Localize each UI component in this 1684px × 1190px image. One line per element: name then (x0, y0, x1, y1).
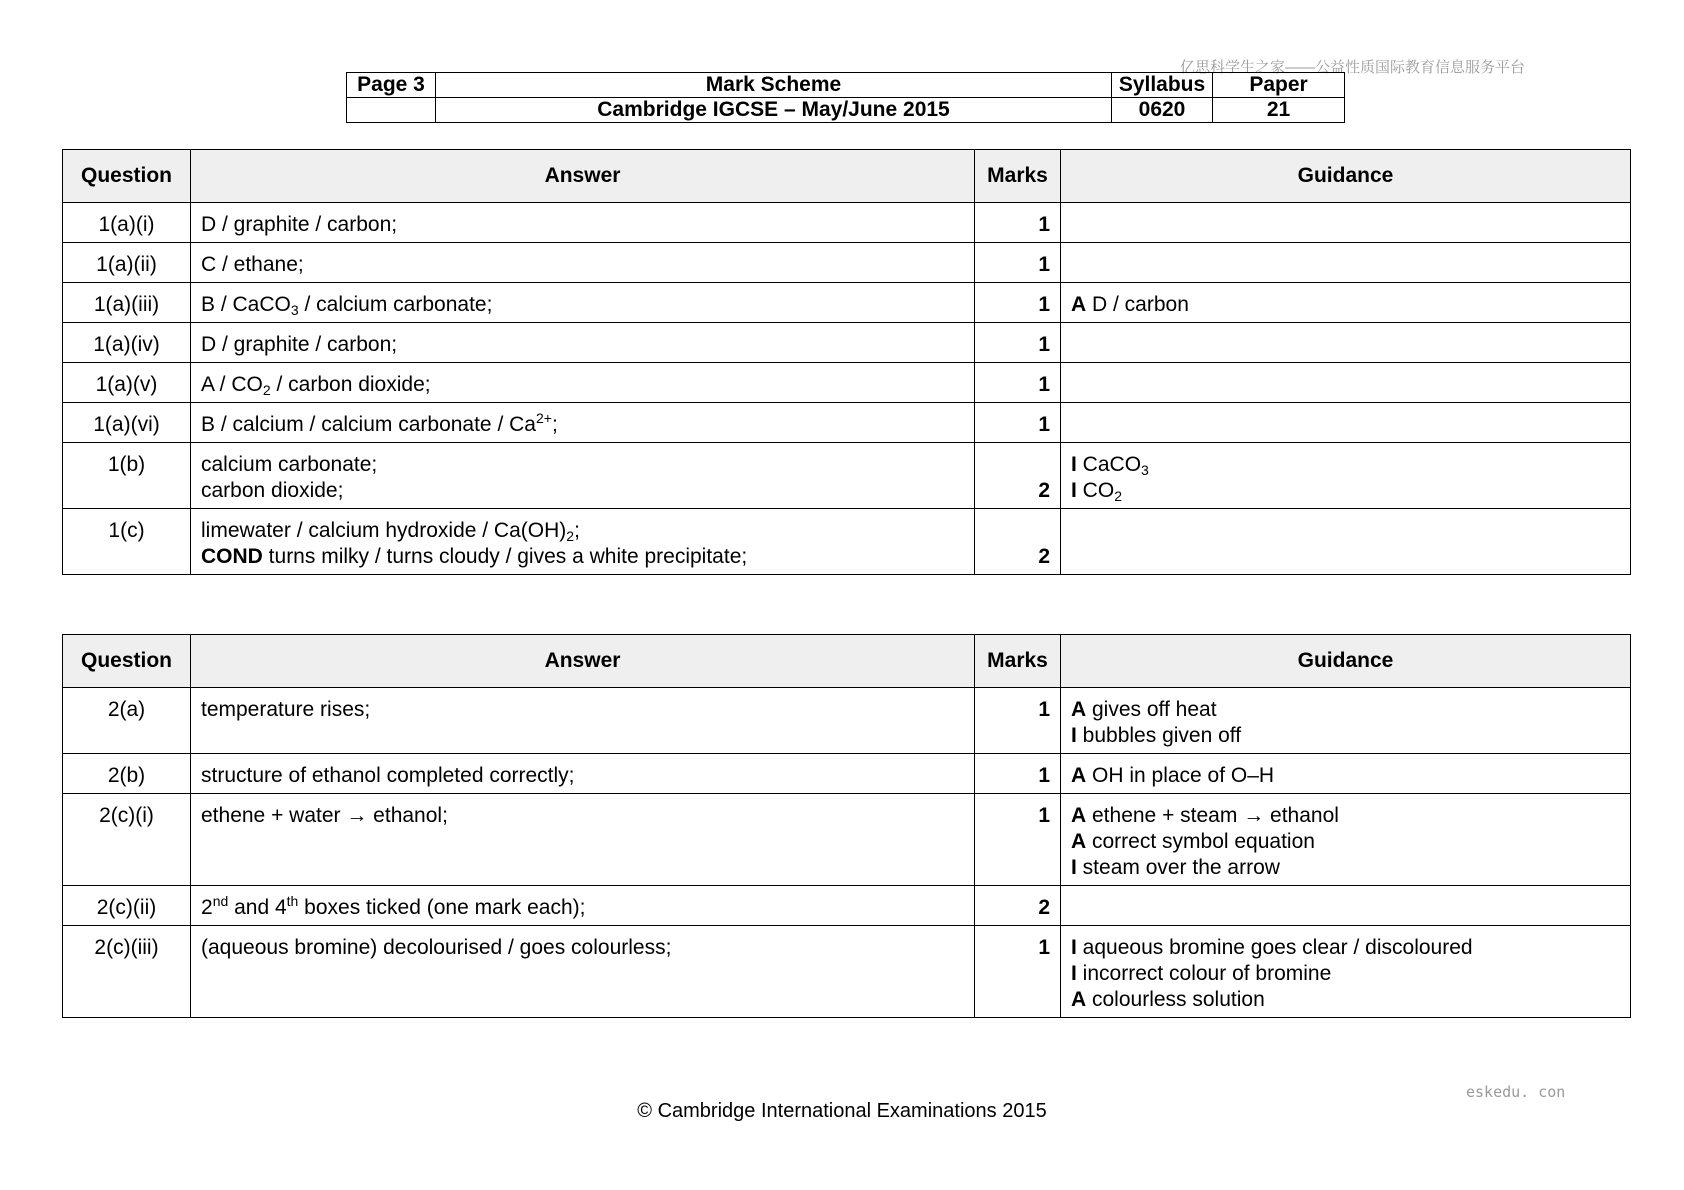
guidance-line (1071, 829, 1620, 855)
column-header-answer: Answer (191, 635, 975, 688)
guidance-code: A (1071, 830, 1087, 853)
table-row (63, 363, 1631, 403)
page-header-table (346, 72, 1345, 123)
answer-part: 2 (201, 896, 213, 919)
answer-part: A / CO (201, 373, 263, 396)
marks-value: 1 (975, 323, 1061, 363)
guidance-text (1061, 794, 1631, 886)
column-header-marks: Marks (975, 635, 1061, 688)
copyright-footer: © Cambridge International Examinations 2015 (637, 1100, 1047, 1122)
guidance-part: bubbles given off (1076, 724, 1242, 747)
table-header-row (63, 150, 1631, 203)
table-row (63, 886, 1631, 926)
table-row (63, 754, 1631, 794)
superscript: th (286, 893, 299, 909)
answer-line (201, 544, 964, 570)
marks-value: 1 (975, 283, 1061, 323)
question-number: 2(c)(i) (63, 794, 191, 886)
guidance-part: CO (1076, 479, 1115, 502)
syllabus-label: Syllabus (1112, 73, 1213, 98)
guidance-part: OH in place of O–H (1086, 764, 1275, 787)
question-number: 1(a)(v) (63, 363, 191, 403)
marks-value: 1 (975, 243, 1061, 283)
question-number: 1(b) (63, 443, 191, 509)
answer-text: D / graphite / carbon; (191, 203, 975, 243)
table-row (63, 794, 1631, 886)
answer-part: boxes ticked (one mark each); (298, 896, 586, 919)
guidance-text (1061, 323, 1631, 363)
guidance-text (1061, 886, 1631, 926)
answer-keyword: COND (201, 545, 263, 568)
answer-part: ; (574, 519, 580, 542)
superscript: nd (212, 893, 229, 909)
answer-text (191, 443, 975, 509)
superscript: 2+ (535, 410, 552, 426)
guidance-line (1071, 987, 1620, 1013)
document-title: Mark Scheme (436, 73, 1112, 98)
answer-part: B / calcium / calcium carbonate / Ca (201, 413, 536, 436)
answer-line: calcium carbonate; (201, 453, 378, 476)
question-number: 2(b) (63, 754, 191, 794)
guidance-text (1061, 688, 1631, 754)
answer-part: B / CaCO (201, 293, 291, 316)
answer-part: limewater / calcium hydroxide / Ca(OH) (201, 519, 567, 542)
paper-number: 21 (1213, 98, 1345, 123)
answer-text (191, 363, 975, 403)
answer-text (191, 886, 975, 926)
marks-value: 1 (975, 688, 1061, 754)
table-row (63, 323, 1631, 363)
table-row (63, 203, 1631, 243)
question-number: 1(a)(iii) (63, 283, 191, 323)
question-number: 1(c) (63, 509, 191, 575)
watermark-text-bottom: eskedu. con (1466, 1083, 1566, 1101)
subscript: 2 (262, 382, 271, 398)
marks-value: 1 (975, 926, 1061, 1018)
answer-text: temperature rises; (191, 688, 975, 754)
answer-line (201, 518, 964, 544)
answer-text (191, 509, 975, 575)
marks-value: 1 (975, 363, 1061, 403)
subscript: 2 (566, 528, 575, 544)
guidance-code: A (1071, 293, 1087, 316)
question-number: 1(a)(iv) (63, 323, 191, 363)
answer-part: ; (551, 413, 558, 436)
marks-value: 2 (975, 886, 1061, 926)
guidance-part: correct symbol equation (1086, 830, 1315, 853)
guidance-line (1071, 763, 1620, 789)
marks-value: 1 (975, 754, 1061, 794)
guidance-code: I (1071, 936, 1077, 959)
guidance-text (1061, 283, 1631, 323)
guidance-code: A (1071, 764, 1087, 787)
page-number: Page 3 (347, 73, 436, 98)
marks-value: 1 (975, 794, 1061, 886)
paper-label: Paper (1213, 73, 1345, 98)
guidance-text (1061, 203, 1631, 243)
guidance-part: CaCO (1076, 453, 1142, 476)
guidance-text (1061, 926, 1631, 1018)
subscript: 2 (1114, 488, 1122, 504)
column-header-guidance: Guidance (1061, 635, 1631, 688)
column-header-marks: Marks (975, 150, 1061, 203)
guidance-text (1061, 403, 1631, 443)
guidance-code: A (1071, 698, 1087, 721)
guidance-line (1071, 935, 1620, 961)
mark-scheme-table-2 (62, 634, 1631, 1018)
guidance-line (1071, 478, 1620, 504)
answer-text: ethene + water → ethanol; (191, 794, 975, 886)
guidance-code: A (1071, 804, 1087, 827)
guidance-part: colourless solution (1086, 988, 1265, 1011)
answer-part: / calcium carbonate; (298, 293, 493, 316)
column-header-answer: Answer (191, 150, 975, 203)
guidance-code: I (1071, 856, 1077, 879)
header-empty-cell (347, 98, 436, 123)
subscript: 3 (290, 302, 299, 318)
subscript: 3 (1141, 462, 1149, 478)
table-row (63, 243, 1631, 283)
answer-text: C / ethane; (191, 243, 975, 283)
guidance-line (1071, 452, 1620, 478)
guidance-line (1071, 803, 1620, 829)
table-row (63, 688, 1631, 754)
answer-text (191, 403, 975, 443)
guidance-code: I (1071, 479, 1077, 502)
syllabus-code: 0620 (1112, 98, 1213, 123)
answer-text: (aqueous bromine) decolourised / goes colourless; (191, 926, 975, 1018)
answer-text (191, 283, 975, 323)
guidance-text (1061, 363, 1631, 403)
marks-value: 2 (975, 443, 1061, 509)
guidance-part: steam over the arrow (1076, 856, 1280, 879)
answer-part: / carbon dioxide; (270, 373, 431, 396)
guidance-part: D / carbon (1086, 293, 1189, 316)
question-number: 2(c)(iii) (63, 926, 191, 1018)
question-number: 1(a)(vi) (63, 403, 191, 443)
guidance-part: ethene + steam → ethanol (1086, 804, 1339, 827)
document-subtitle: Cambridge IGCSE – May/June 2015 (436, 98, 1112, 123)
answer-part: and 4 (228, 896, 287, 919)
guidance-text (1061, 443, 1631, 509)
table-row (63, 926, 1631, 1018)
question-number: 1(a)(ii) (63, 243, 191, 283)
guidance-line (1071, 723, 1620, 749)
table-row (63, 283, 1631, 323)
column-header-question: Question (63, 635, 191, 688)
guidance-part: incorrect colour of bromine (1076, 962, 1332, 985)
watermark-text-top: 亿思科学生之家——公益性质国际教育信息服务平台 (1180, 59, 1526, 76)
column-header-guidance: Guidance (1061, 150, 1631, 203)
question-number: 2(a) (63, 688, 191, 754)
answer-text: D / graphite / carbon; (191, 323, 975, 363)
answer-line: carbon dioxide; (201, 479, 344, 502)
guidance-line (1071, 961, 1620, 987)
column-header-question: Question (63, 150, 191, 203)
table-row (63, 403, 1631, 443)
marks-value: 1 (975, 403, 1061, 443)
marks-value: 1 (975, 203, 1061, 243)
question-number: 2(c)(ii) (63, 886, 191, 926)
question-number: 1(a)(i) (63, 203, 191, 243)
guidance-text (1061, 754, 1631, 794)
marks-value: 2 (975, 509, 1061, 575)
table-row (63, 443, 1631, 509)
table-header-row (63, 635, 1631, 688)
guidance-code: I (1071, 724, 1077, 747)
mark-scheme-table-1 (62, 149, 1631, 575)
guidance-code: I (1071, 962, 1077, 985)
guidance-text (1061, 243, 1631, 283)
guidance-code: I (1071, 453, 1077, 476)
guidance-part: aqueous bromine goes clear / discoloured (1076, 936, 1473, 959)
table-row (63, 509, 1631, 575)
guidance-part: gives off heat (1086, 698, 1217, 721)
guidance-line (1071, 855, 1620, 881)
answer-text: structure of ethanol completed correctly; (191, 754, 975, 794)
guidance-text (1061, 509, 1631, 575)
guidance-code: A (1071, 988, 1087, 1011)
answer-part: turns milky / turns cloudy / gives a white precipitate; (262, 545, 748, 568)
guidance-line (1071, 697, 1620, 723)
